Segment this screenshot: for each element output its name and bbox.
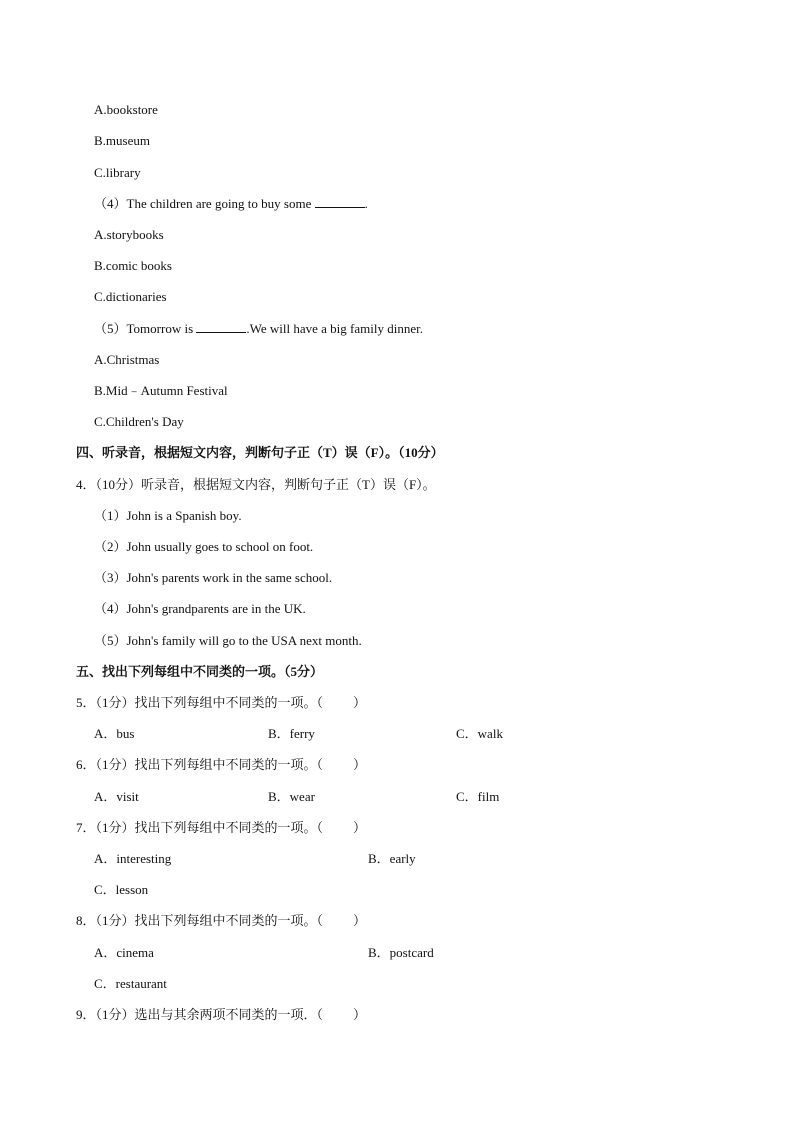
choice-a: A．visit <box>94 789 139 804</box>
paren-close: ） <box>353 695 367 710</box>
choice-a: A．cinema <box>94 945 154 960</box>
sub-question-text: The children are going to buy some <box>126 196 315 211</box>
option-a: A.storybooks <box>94 227 164 242</box>
sub-question-text-end: .We will have a big family dinner. <box>246 321 423 336</box>
option-c: C.Children's Day <box>94 414 184 429</box>
sub-question-text: Tomorrow is <box>126 321 197 336</box>
sub-question-number: （5） <box>94 321 127 336</box>
choice-b: B．early <box>368 851 416 866</box>
section-heading-4: 四、听录音，根据短文内容，判断句子正（T）误（F）。（10分） <box>76 445 444 460</box>
option-a: A.Christmas <box>94 352 160 367</box>
sub-question-text-end: . <box>364 196 368 211</box>
statement-item: （4）John's grandparents are in the UK. <box>94 601 306 616</box>
option-b: B.comic books <box>94 258 172 273</box>
statement-item: （1）John is a Spanish boy. <box>94 508 242 523</box>
sub-question-5 <box>94 321 423 337</box>
answer-blank <box>315 196 365 208</box>
statement-item: （3）John's parents work in the same school. <box>94 570 333 585</box>
sub-question-4 <box>94 196 368 212</box>
choice-b: B．wear <box>268 789 315 804</box>
question-4-stem: 4．（10分）听录音，根据短文内容，判断句子正（T）误（F）。 <box>76 477 436 492</box>
choice-c: C．restaurant <box>94 976 167 991</box>
question-stem-text: 5．（1分）找出下列每组中不同类的一项。（ <box>76 695 324 710</box>
question-5-stem <box>76 695 366 711</box>
section-heading-5: 五、找出下列每组中不同类的一项。（5分） <box>76 664 324 679</box>
question-9-stem <box>76 1007 366 1023</box>
choice-b: B．ferry <box>268 726 315 741</box>
question-7-stem <box>76 820 366 836</box>
question-8-stem <box>76 913 366 929</box>
paren-close: ） <box>353 913 367 928</box>
question-stem-text: 9．（1分）选出与其余两项不同类的一项．（ <box>76 1007 324 1022</box>
statement-item: （5）John's family will go to the USA next month. <box>94 633 362 648</box>
paren-close: ） <box>353 757 367 772</box>
sub-question-number: （4） <box>94 196 127 211</box>
question-6-stem <box>76 757 366 773</box>
statement-item: （2）John usually goes to school on foot. <box>94 539 314 554</box>
option-a: A.bookstore <box>94 102 158 117</box>
option-b: B.museum <box>94 133 150 148</box>
paren-close: ） <box>353 820 367 835</box>
question-stem-text: 8．（1分）找出下列每组中不同类的一项。（ <box>76 913 324 928</box>
choice-a: A．bus <box>94 726 135 741</box>
choice-b: B．postcard <box>368 945 434 960</box>
choice-c: C．film <box>456 789 500 804</box>
question-stem-text: 7．（1分）找出下列每组中不同类的一项。（ <box>76 820 324 835</box>
choice-c: C．lesson <box>94 882 149 897</box>
option-c: C.library <box>94 165 141 180</box>
choice-c: C．walk <box>456 726 503 741</box>
paren-close: ） <box>353 1007 367 1022</box>
answer-blank <box>196 321 246 333</box>
option-b: B.Mid﹣Autumn Festival <box>94 383 228 398</box>
option-c: C.dictionaries <box>94 289 167 304</box>
question-stem-text: 6．（1分）找出下列每组中不同类的一项。（ <box>76 757 324 772</box>
choice-a: A．interesting <box>94 851 172 866</box>
